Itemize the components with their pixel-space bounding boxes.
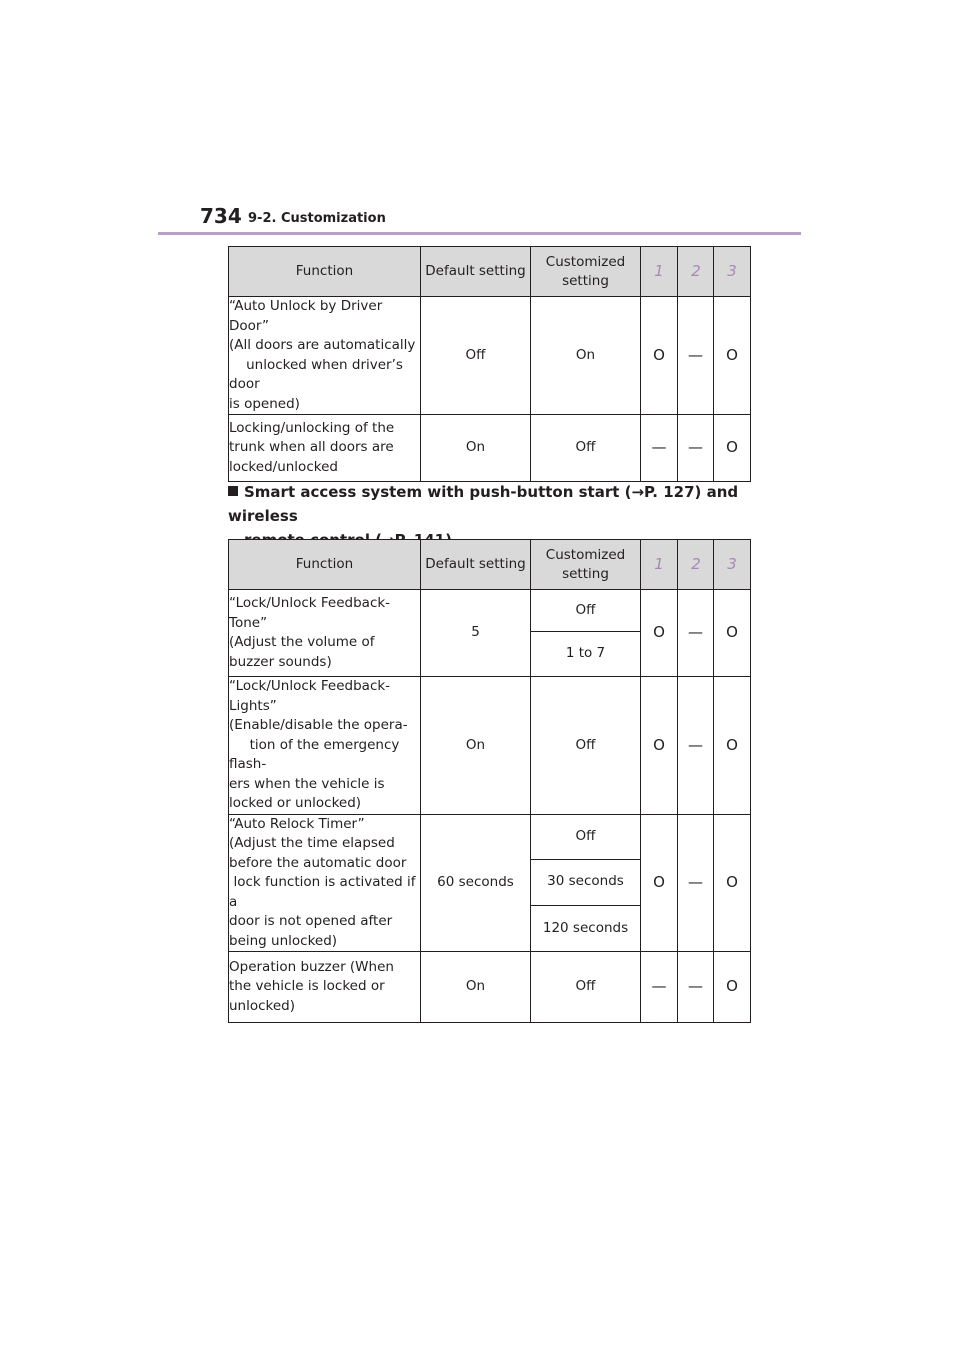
table-row (229, 590, 751, 632)
header-col-1 (641, 540, 678, 590)
header-customized-setting: Customized setting (531, 247, 641, 297)
header-rule (158, 232, 801, 235)
col1-cell: O (641, 814, 678, 952)
section-title: 9-2. Customization (248, 211, 386, 226)
header-col-3 (714, 540, 751, 590)
table-row (229, 952, 751, 1023)
header-function: Function (229, 247, 421, 297)
col3-cell: O (714, 952, 751, 1023)
col3-cell: O (714, 415, 751, 482)
customized-setting-cell: 1 to 7 (531, 632, 641, 677)
col2-cell: — (678, 297, 714, 415)
col3-cell: O (714, 814, 751, 952)
header-col-3 (714, 247, 751, 297)
header-col-1 (641, 247, 678, 297)
function-cell: “Auto Relock Timer” (Adjust the time elapsed before the automatic door lock function is activated if a door is not opened after being unlocked) (229, 814, 421, 952)
header-function: Function (229, 540, 421, 590)
col2-cell: — (678, 415, 714, 482)
customized-setting-cell: Off (531, 590, 641, 632)
col2-cell: — (678, 952, 714, 1023)
table-row (229, 415, 751, 482)
circled-3-icon: 3 (727, 261, 737, 280)
customized-setting-cell: Off (531, 952, 641, 1023)
table-header-row (229, 247, 751, 297)
customized-setting-cell: 120 seconds (531, 905, 641, 951)
customized-setting-cell: Off (531, 677, 641, 815)
door-lock-settings-table (228, 246, 751, 482)
circled-1-icon: 1 (654, 554, 664, 573)
col1-cell: O (641, 677, 678, 815)
header-default-setting: Default setting (421, 247, 531, 297)
default-setting-cell: 60 seconds (421, 814, 531, 952)
function-cell: Locking/unlocking of the trunk when all doors are locked/unlocked (229, 415, 421, 482)
default-setting-cell: Off (421, 297, 531, 415)
col1-cell: — (641, 952, 678, 1023)
col3-cell: O (714, 297, 751, 415)
function-cell: “Lock/Unlock Feedback- Lights” (Enable/disable the opera- tion of the emergency flash- ers when the vehicle is locked or unlocked) (229, 677, 421, 815)
customized-setting-cell: Off (531, 415, 641, 482)
col2-cell: — (678, 590, 714, 677)
smart-access-settings-table (228, 539, 751, 1023)
table-row (229, 297, 751, 415)
header-col-2 (678, 540, 714, 590)
col3-cell: O (714, 677, 751, 815)
circled-2-icon: 2 (691, 554, 701, 573)
square-bullet-icon (228, 486, 238, 496)
function-cell: “Auto Unlock by Driver Door” (All doors are automatically unlocked when driver’s door is opened) (229, 297, 421, 415)
default-setting-cell: On (421, 415, 531, 482)
table-header-row (229, 540, 751, 590)
header-col-2 (678, 247, 714, 297)
default-setting-cell: On (421, 677, 531, 815)
col1-cell: O (641, 297, 678, 415)
col3-cell: O (714, 590, 751, 677)
table-row (229, 814, 751, 859)
col2-cell: — (678, 814, 714, 952)
function-cell: Operation buzzer (When the vehicle is locked or unlocked) (229, 952, 421, 1023)
col2-cell: — (678, 677, 714, 815)
page-number: 734 (200, 204, 242, 228)
function-cell: “Lock/Unlock Feedback- Tone” (Adjust the volume of buzzer sounds) (229, 590, 421, 677)
customized-setting-cell: 30 seconds (531, 859, 641, 905)
customized-setting-cell: On (531, 297, 641, 415)
header-customized-setting: Customized setting (531, 540, 641, 590)
col1-cell: — (641, 415, 678, 482)
default-setting-cell: 5 (421, 590, 531, 677)
circled-2-icon: 2 (691, 261, 701, 280)
header-default-setting: Default setting (421, 540, 531, 590)
section-subheading: Smart access system with push-button start (→P. 127) and wireless (228, 483, 739, 525)
col1-cell: O (641, 590, 678, 677)
circled-3-icon: 3 (727, 554, 737, 573)
circled-1-icon: 1 (654, 261, 664, 280)
default-setting-cell: On (421, 952, 531, 1023)
table-row (229, 677, 751, 815)
customized-setting-cell: Off (531, 814, 641, 859)
